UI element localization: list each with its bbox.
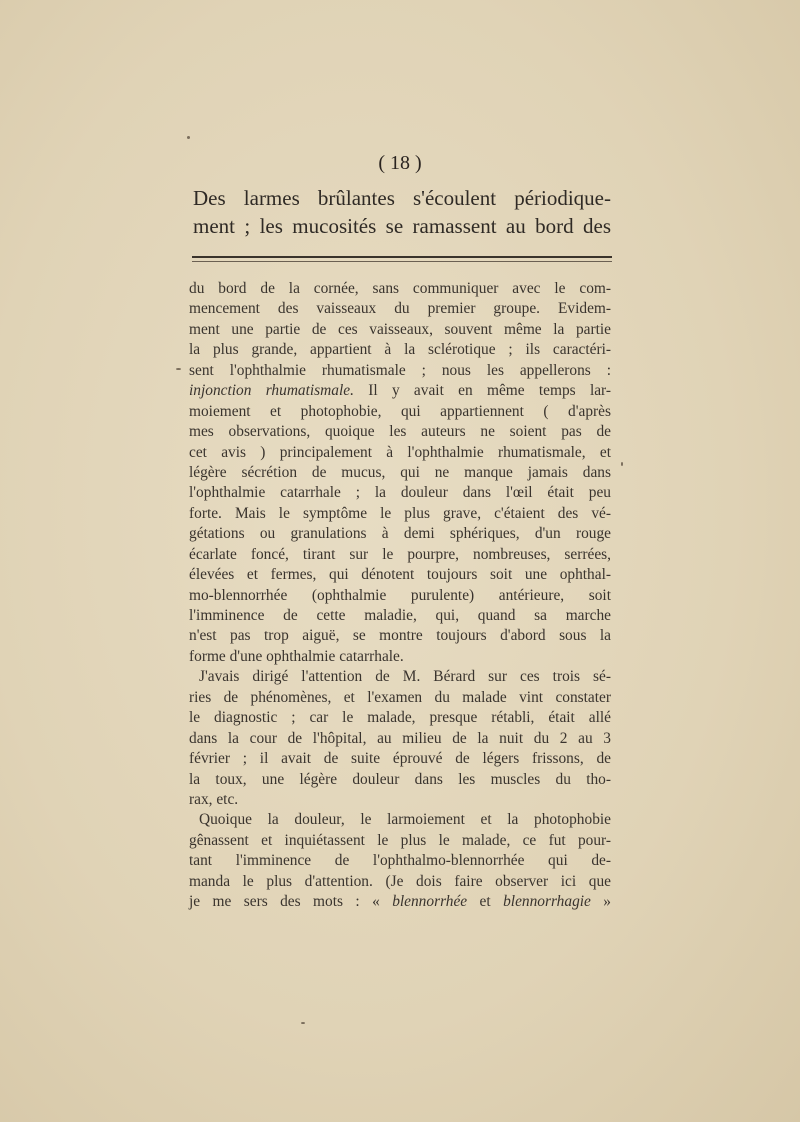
italic-text: blennorrhée: [392, 893, 468, 911]
text-span: ment une partie de ces vaisseaux, souvent même la partie: [189, 320, 611, 338]
text-line: [189, 463, 611, 483]
text-line: [189, 340, 611, 360]
paper-speck: [301, 1022, 305, 1024]
text-line: [189, 545, 611, 565]
paper-speck: [621, 462, 623, 466]
text-line: [189, 647, 611, 667]
text-span: le diagnostic ; car le malade, presque rétabli, était allé: [189, 709, 611, 727]
text-span: forme d'une ophthalmie catarrhale.: [189, 647, 404, 665]
text-line: [189, 299, 611, 319]
text-span: Il y avait en même temps lar-: [353, 382, 611, 400]
text-span: gênassent et inquiétassent le plus le malade, ce fut pour-: [189, 831, 611, 849]
text-span: et: [467, 893, 504, 911]
text-span: gétations ou granulations à demi sphériques, d'un rouge: [189, 525, 611, 543]
carryover-line-2: ment ; les mucosités se ramassent au bord des: [193, 214, 611, 238]
text-span: légère sécrétion de mucus, qui ne manque jamais dans: [189, 463, 611, 481]
text-line: [189, 626, 611, 646]
text-line: [189, 606, 611, 626]
text-line: [189, 402, 611, 422]
text-line: [189, 381, 611, 401]
text-line: [189, 279, 611, 299]
text-span: l'ophthalmie catarrhale ; la douleur dans l'œil était peu: [189, 484, 611, 502]
text-line: [189, 688, 611, 708]
text-line: [189, 443, 611, 463]
text-span: écarlate foncé, tirant sur le pourpre, nombreuses, serrées,: [189, 545, 611, 563]
text-span: forte. Mais le symptôme le plus grave, c'étaient des vé-: [189, 504, 611, 522]
text-span: ries de phénomènes, et l'examen du malade vint constater: [189, 688, 611, 706]
text-line: [189, 872, 611, 892]
text-line: [189, 483, 611, 503]
paper-speck: [187, 136, 190, 139]
text-span: élevées et fermes, qui dénotent toujours soit une ophthal-: [189, 566, 611, 584]
text-span: mo-blennorrhée (ophthalmie purulente) antérieure, soit: [189, 586, 611, 604]
text-line: [189, 851, 611, 871]
text-span: J'avais dirigé l'attention de M. Bérard sur ces trois sé-: [199, 668, 611, 686]
text-line: [189, 422, 611, 442]
text-span: moiement et photophobie, qui appartiennent ( d'après: [189, 402, 611, 420]
text-line: [189, 708, 611, 728]
text-span: je me sers des mots : «: [189, 893, 393, 911]
text-span: n'est pas trop aiguë, se montre toujours d'abord sous la: [189, 627, 611, 645]
carryover-line-1: Des larmes brûlantes s'écoulent périodique-: [193, 186, 611, 210]
text-span: du bord de la cornée, sans communiquer avec le com-: [189, 280, 611, 297]
text-line: [189, 892, 611, 912]
text-span: rax, etc.: [189, 790, 239, 808]
text-span: mencement des vaisseaux du premier groupe. Evidem-: [189, 300, 611, 318]
text-span: »: [590, 893, 612, 911]
text-line: [189, 361, 611, 381]
text-span: la toux, une légère douleur dans les muscles du tho-: [189, 770, 611, 788]
text-span: tant l'imminence de l'ophthalmo-blennorrhée qui de-: [189, 852, 611, 870]
text-span: manda le plus d'attention. (Je dois faire observer ici que: [189, 872, 611, 890]
text-line: [189, 749, 611, 769]
text-line: [189, 790, 611, 810]
main-text: [189, 279, 611, 913]
text-line: [189, 320, 611, 340]
text-span: Quoique la douleur, le larmoiement et la photophobie: [199, 811, 611, 829]
text-span: la plus grande, appartient à la sclérotique ; ils caractéri-: [189, 341, 611, 359]
text-line: [189, 565, 611, 585]
text-line: [189, 770, 611, 790]
text-span: cet avis ) principalement à l'ophthalmie rhumatismale, et: [189, 443, 611, 461]
text-line: [189, 524, 611, 544]
italic-text: blennorrhagie: [503, 893, 591, 911]
text-span: février ; il avait de suite éprouvé de légers frissons, de: [189, 750, 611, 768]
page-number: ( 18 ): [378, 152, 422, 174]
text-line: [189, 586, 611, 606]
text-line: [189, 729, 611, 749]
text-line: [189, 667, 611, 687]
text-line: [189, 504, 611, 524]
text-span: l'imminence de cette maladie, qui, quand sa marche: [189, 607, 611, 624]
text-span: mes observations, quoique les auteurs ne soient pas de: [189, 423, 611, 441]
italic-text: injonction rhumatismale.: [189, 382, 354, 400]
text-span: dans la cour de l'hôpital, au milieu de la nuit du 2 au 3: [189, 729, 611, 747]
paper-speck: [176, 368, 181, 370]
separator-rule: [192, 256, 612, 262]
text-span: sent l'ophthalmie rhumatismale ; nous les appellerons :: [189, 361, 611, 379]
text-line: [189, 810, 611, 830]
text-line: [189, 831, 611, 851]
